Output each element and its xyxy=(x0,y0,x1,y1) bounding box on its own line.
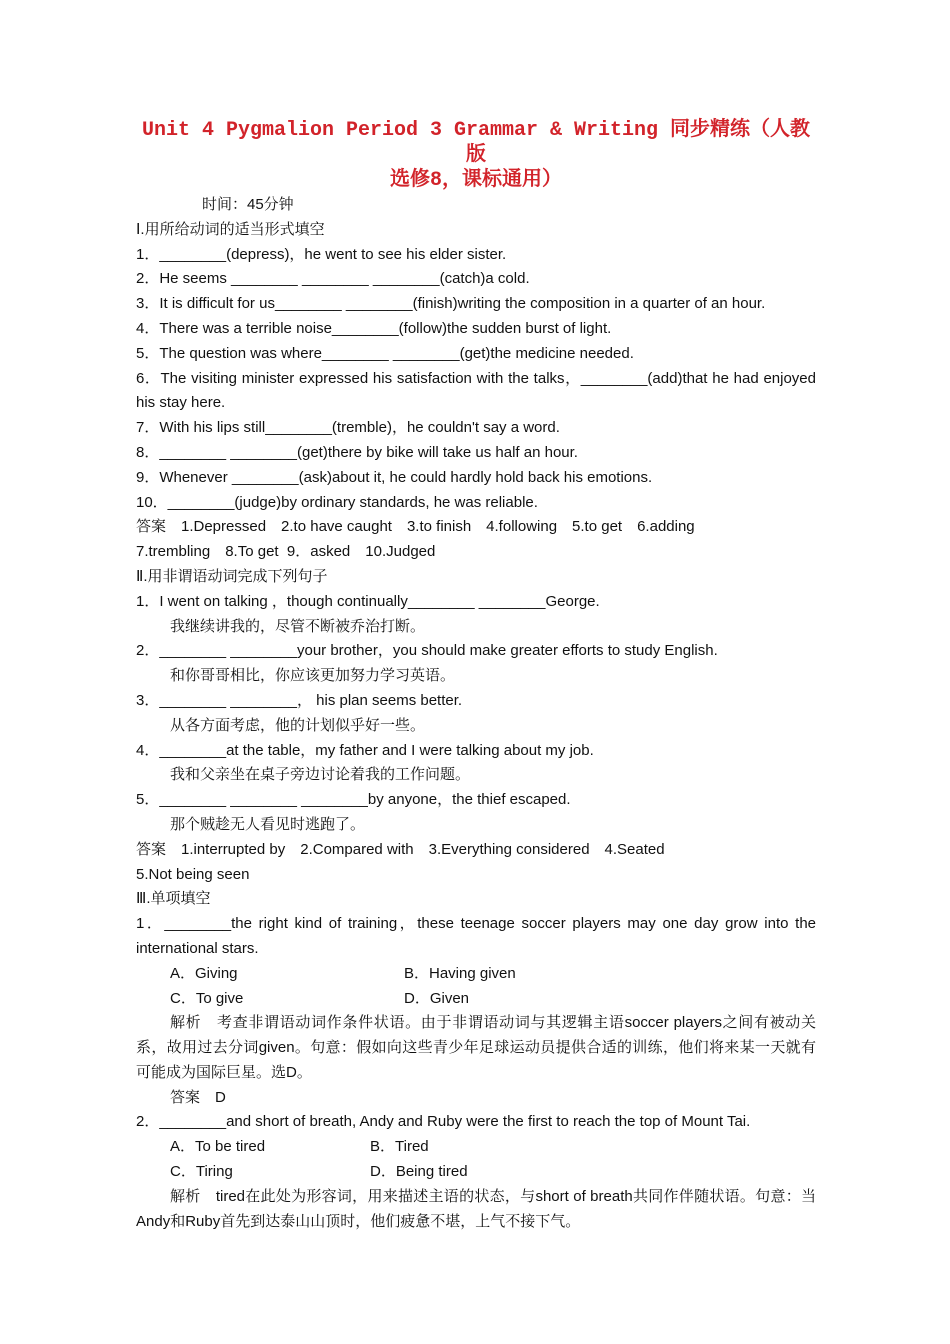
section-1-heading: Ⅰ.用所给动词的适当形式填空 xyxy=(136,220,325,238)
s1-item-3: 3．It is difficult for us________ ________(finish)writing the composition in a quarter of an hour. xyxy=(136,295,766,313)
s2-item-2-zh: 和你哥哥相比，你应该更加努力学习英语。 xyxy=(170,667,456,685)
s3-q1-analysis: 解析 考查非谓语动词作条件状语。由于非谓语动词与其逻辑主语soccer players之间有被动关系，故用过去分词given。句意：假如向这些青少年足球运动员提供合适的训练，他们将来某一天就有可能成为国际巨星。选D。 xyxy=(136,1014,816,1081)
s2-item-4-en: 4．________at the table，my father and I were talking about my job. xyxy=(136,741,594,759)
s3-q2-option-a: A．To be tired xyxy=(170,1138,266,1156)
title-line-1: Unit 4 Pygmalion Period 3 Grammar & Writing 同步精练（人教版 xyxy=(141,119,811,167)
s2-item-5-zh: 那个贼趁无人看见时逃跑了。 xyxy=(170,815,366,833)
s2-item-4-zh: 我和父亲坐在桌子旁边讨论着我的工作问题。 xyxy=(170,766,471,784)
s3-q2-option-b: B．Tired xyxy=(370,1138,429,1156)
s3-q1-options-row-1 xyxy=(136,962,816,987)
s2-item-3-zh: 从各方面考虑，他的计划似乎好一些。 xyxy=(170,716,426,734)
s3-q2-option-d: D．Being tired xyxy=(370,1163,468,1181)
s3-q1-option-d: D．Given xyxy=(404,989,470,1007)
s1-item-8: 8．________ ________(get)there by bike will take us half an hour. xyxy=(136,443,578,461)
s1-item-4: 4．There was a terrible noise________(follow)the sudden burst of light. xyxy=(136,319,612,337)
s3-q1-option-c: C．To give xyxy=(170,989,244,1007)
s2-item-3-en: 3．________ ________， his plan seems better. xyxy=(136,691,463,709)
s1-item-10: 10．________(judge)by ordinary standards, he was reliable. xyxy=(136,493,538,511)
s3-q2-analysis: 解析 tired在此处为形容词，用来描述主语的状态，与short of breath共同作伴随状语。句意：当Andy和Ruby首先到达泰山山顶时，他们疲惫不堪，上气不接下气。 xyxy=(136,1187,816,1230)
section-3-heading: Ⅲ.单项填空 xyxy=(136,890,211,908)
s3-q1-option-b: B．Having given xyxy=(404,964,516,982)
s3-q2-option-c: C．Tiring xyxy=(170,1163,233,1181)
document-title xyxy=(136,118,816,193)
s2-answer-line-2: 5.Not being seen xyxy=(136,865,250,883)
s3-q2-stem: 2．________and short of breath, Andy and Ruby were the first to reach the top of Mount Tai. xyxy=(136,1113,751,1131)
s1-item-7: 7．With his lips still________(tremble)，he couldn't say a word. xyxy=(136,419,560,437)
s3-q1-option-a: A．Giving xyxy=(170,964,238,982)
s1-item-5: 5．The question was where________ ________(get)the medicine needed. xyxy=(136,344,634,362)
s2-item-1-en: 1．I went on talking ，though continually________ ________George. xyxy=(136,592,600,610)
s1-item-2: 2．He seems ________ ________ ________(catch)a cold. xyxy=(136,270,530,288)
s3-q1-answer: 答案 D xyxy=(170,1088,226,1106)
s2-item-5-en: 5．________ ________ ________by anyone，the thief escaped. xyxy=(136,791,571,809)
document-page xyxy=(136,118,821,1234)
s2-answer-line-1: 答案 1.interrupted by 2.Compared with 3.Everything considered 4.Seated xyxy=(136,840,665,858)
s1-item-6: 6．The visiting minister expressed his satisfaction with the talks，________(add)that he had enjoyed his stay here. xyxy=(136,369,821,412)
time-limit: 时间：45分钟 xyxy=(202,196,294,213)
s3-q1-stem: 1．________the right kind of training，these teenage soccer players may one day grow into the international stars. xyxy=(136,915,821,957)
s2-item-1-zh: 我继续讲我的，尽管不断被乔治打断。 xyxy=(170,617,426,635)
section-1 xyxy=(136,218,821,565)
title-line-2: 选修8，课标通用） xyxy=(389,169,562,192)
s3-q2-options-row-2 xyxy=(136,1160,816,1185)
s1-answer-line-2: 7.trembling 8.To get 9．asked 10.Judged xyxy=(136,543,436,561)
s2-item-2-en: 2．________ ________your brother，you should make greater efforts to study English. xyxy=(136,642,718,660)
section-3 xyxy=(136,887,821,1234)
s3-q2-options-row-1 xyxy=(136,1135,816,1160)
s1-item-9: 9．Whenever ________(ask)about it, he could hardly hold back his emotions. xyxy=(136,468,653,486)
section-2-heading: Ⅱ.用非谓语动词完成下列句子 xyxy=(136,567,328,585)
s1-answer-line-1: 答案 1.Depressed 2.to have caught 3.to finish 4.following 5.to get 6.adding xyxy=(136,518,695,536)
section-2 xyxy=(136,565,816,887)
s1-item-1: 1．________(depress)，he went to see his elder sister. xyxy=(136,245,507,263)
s3-q1-options-row-2 xyxy=(136,987,816,1012)
